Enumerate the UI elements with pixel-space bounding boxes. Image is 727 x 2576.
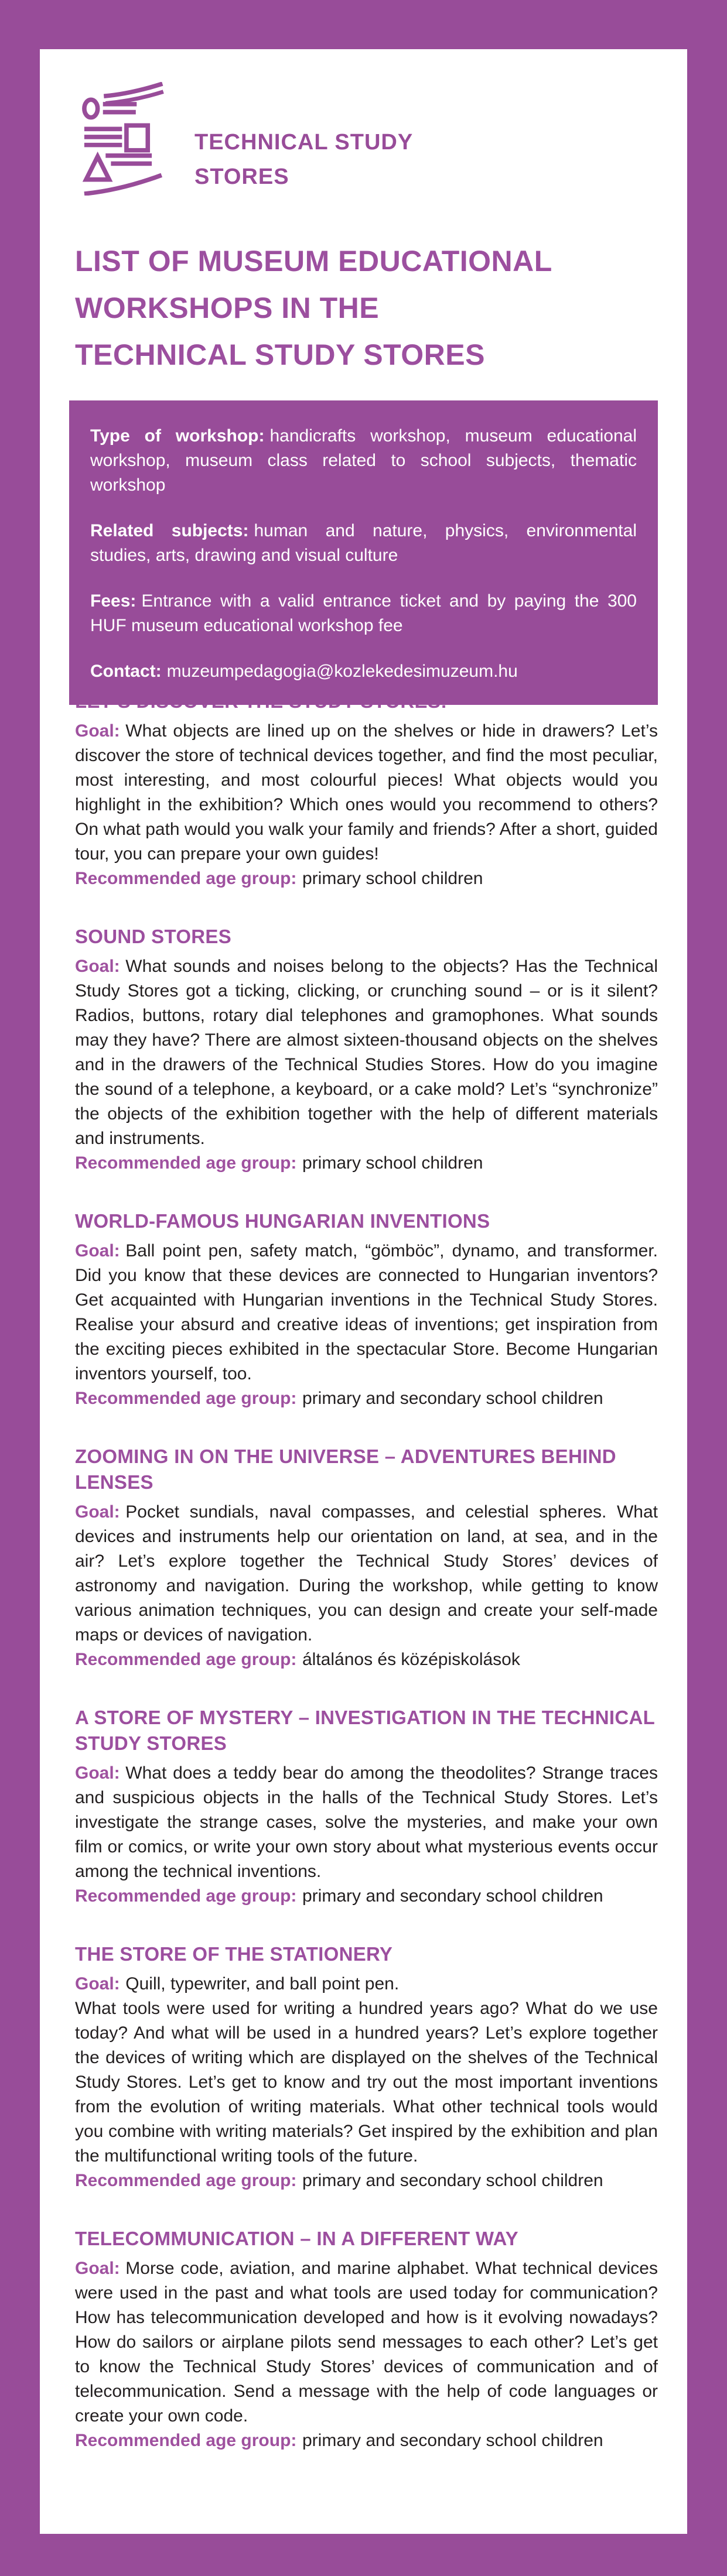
goal-label: Goal: xyxy=(75,1502,120,1522)
age-value: primary and secondary school children xyxy=(302,2171,603,2190)
goal-paragraph xyxy=(75,719,658,866)
age-value: primary and secondary school children xyxy=(302,2431,603,2450)
logo-line-1: TECHNICAL STUDY xyxy=(194,130,414,155)
section-store-of-mystery xyxy=(75,1705,658,1909)
goal-label: Goal: xyxy=(75,2259,120,2278)
title-line-3: TECHNICAL STUDY STORES xyxy=(75,338,485,371)
title-line-2: WORKSHOPS IN THE xyxy=(75,292,380,324)
section-telecommunication xyxy=(75,2226,658,2453)
section-heading: THE STORE OF THE STATIONERY xyxy=(75,1943,393,1965)
goal-label: Goal: xyxy=(75,1241,120,1260)
age-label: Recommended age group: xyxy=(75,2171,297,2190)
age-value: primary and secondary school children xyxy=(302,1886,603,1906)
info-item-subjects xyxy=(90,519,637,568)
section-stationery xyxy=(75,1941,658,2193)
section-zooming-universe xyxy=(75,1444,658,1672)
info-label-contact: Contact: xyxy=(90,662,162,681)
age-line xyxy=(75,2428,658,2453)
goal-text: Morse code, aviation, and marine alphabet. What technical devices were used in the past and what tools are used today for communication? How has telecommunication developed and how is it evolving nowadays? How do sailors or airplane pilots send messages to each other? Let’s get to know the Technical Study Stores’ devices of communication and of telecommunication. Send a message with the help of code languages or create your own code. xyxy=(75,2259,658,2426)
info-item-type xyxy=(90,424,637,498)
age-label: Recommended age group: xyxy=(75,869,297,888)
age-line xyxy=(75,1884,658,1909)
workshop-info-box xyxy=(69,400,658,705)
goal-paragraph xyxy=(75,1761,658,1884)
info-label-fees: Fees: xyxy=(90,591,136,611)
section-lets-discover xyxy=(75,688,658,891)
age-line xyxy=(75,1386,658,1411)
goal-paragraph xyxy=(75,954,658,1151)
section-heading: ZOOMING IN ON THE UNIVERSE – ADVENTURES BEHIND LENSES xyxy=(75,1445,616,1493)
section-heading: WORLD-FAMOUS HUNGARIAN INVENTIONS xyxy=(75,1210,490,1232)
logo xyxy=(75,82,658,196)
info-text-fees: Entrance with a valid entrance ticket and by paying the 300 HUF museum educational workshop fee xyxy=(90,591,637,635)
age-label: Recommended age group: xyxy=(75,2431,297,2450)
age-value: primary and secondary school children xyxy=(302,1389,603,1408)
info-text-subjects: human and nature, physics, environmental studies, arts, drawing and visual culture xyxy=(90,521,637,565)
age-line xyxy=(75,866,658,891)
goal-label: Goal: xyxy=(75,1763,120,1783)
age-line xyxy=(75,1151,658,1176)
goal-paragraph xyxy=(75,1972,658,1996)
title-line-1: LIST OF MUSEUM EDUCATIONAL xyxy=(75,245,552,278)
section-heading: A STORE OF MYSTERY – INVESTIGATION IN THE TECHNICAL STUDY STORES xyxy=(75,1707,655,1754)
section-sound-stores xyxy=(75,924,658,1176)
age-value: primary school children xyxy=(302,1153,483,1173)
contact-email: muzeumpedagogia@kozlekedesimuzeum.hu xyxy=(166,662,518,681)
goal-text: What objects are lined up on the shelves or hide in drawers? Let’s discover the store of technical devices together, and find the most peculiar, most interesting, and most colourful pieces! What objects would you highlight in the exhibition? Which ones would you recommend to others? On what path would you walk your family and friends? After a short, guided tour, you can prepare your own guides! xyxy=(75,721,658,864)
content-sheet xyxy=(40,49,687,2534)
age-value: primary school children xyxy=(302,869,483,888)
age-label: Recommended age group: xyxy=(75,1650,297,1669)
goal-text: Quill, typewriter, and ball point pen. xyxy=(125,1974,400,1993)
info-text-type: handicrafts workshop, museum educational workshop, museum class related to school subjects, thematic workshop xyxy=(90,426,637,495)
goal-text: Pocket sundials, naval compasses, and celestial spheres. What devices and instruments help our orientation on land, at sea, and in the air? Let’s explore together the Technical Study Stores’ devices of astronomy and navigation. During the workshop, while getting to know various animation techniques, you can design and create your self-made maps or devices of navigation. xyxy=(75,1502,658,1645)
age-line xyxy=(75,2169,658,2193)
info-label-subjects: Related subjects: xyxy=(90,521,249,540)
section-heading: SOUND STORES xyxy=(75,926,232,947)
goal-text: What sounds and noises belong to the objects? Has the Technical Study Stores got a ticking, clicking, or crunching sound – or is it silent? Radios, buttons, rotary dial telephones and gramophones. What sounds may they have? There are almost sixteen-thousand objects on the shelves and in the drawers of the Technical Studies Stores. How do you imagine the sound of a telephone, a keyboard, or a cake mold? Let’s “synchronize” the objects of the exhibition together with the help of different materials and instruments. xyxy=(75,957,658,1148)
section-heading: TELECOMMUNICATION – IN A DIFFERENT WAY xyxy=(75,2228,518,2249)
age-value: általános és középiskolások xyxy=(302,1650,520,1669)
goal-paragraph xyxy=(75,2256,658,2428)
info-item-contact xyxy=(90,659,637,684)
goal-text: What does a teddy bear do among the theodolites? Strange traces and suspicious objects in the halls of the Technical Study Stores. Let’s investigate the strange cases, solve the mysteries, and make your own film or comics, or write your own story about what mysterious events occur among the technical inventions. xyxy=(75,1763,658,1881)
technical-study-stores-logo-icon xyxy=(75,82,176,196)
logo-line-2: STORES xyxy=(194,165,289,190)
age-label: Recommended age group: xyxy=(75,1389,297,1408)
age-line xyxy=(75,1647,658,1672)
goal-label: Goal: xyxy=(75,1974,120,1993)
section-hungarian-inventions xyxy=(75,1208,658,1411)
goal-paragraph xyxy=(75,1239,658,1386)
info-item-fees xyxy=(90,589,637,638)
age-label: Recommended age group: xyxy=(75,1886,297,1906)
logo-wordmark xyxy=(194,125,413,194)
age-label: Recommended age group: xyxy=(75,1153,297,1173)
goal-paragraph xyxy=(75,1500,658,1647)
goal-label: Goal: xyxy=(75,721,120,741)
page-title xyxy=(75,238,658,378)
goal-text: Ball point pen, safety match, “gömböc”, dynamo, and transformer. Did you know that these devices are connected to Hungarian inventors? Get acquainted with Hungarian inventions in the Technical Study Stores. Realise your absurd and creative ideas of inventions; get inspiration from the exciting pieces exhibited in the spectacular Store. Become Hungarian inventors yourself, too. xyxy=(75,1241,658,1383)
goal-label: Goal: xyxy=(75,957,120,976)
info-label-type: Type of workshop: xyxy=(90,426,265,446)
body-paragraph: What tools were used for writing a hundred years ago? What do we use today? And what will be used in a hundred years? Let’s explore together the devices of writing which are displayed on the shelves of the Technical Study Stores. Let’s get to know and try out the most important inventions from the evolution of writing materials. What other technical tools would you combine with writing materials? Get inspired by the exhibition and plan the multifunctional writing tools of the future. xyxy=(75,1999,658,2166)
